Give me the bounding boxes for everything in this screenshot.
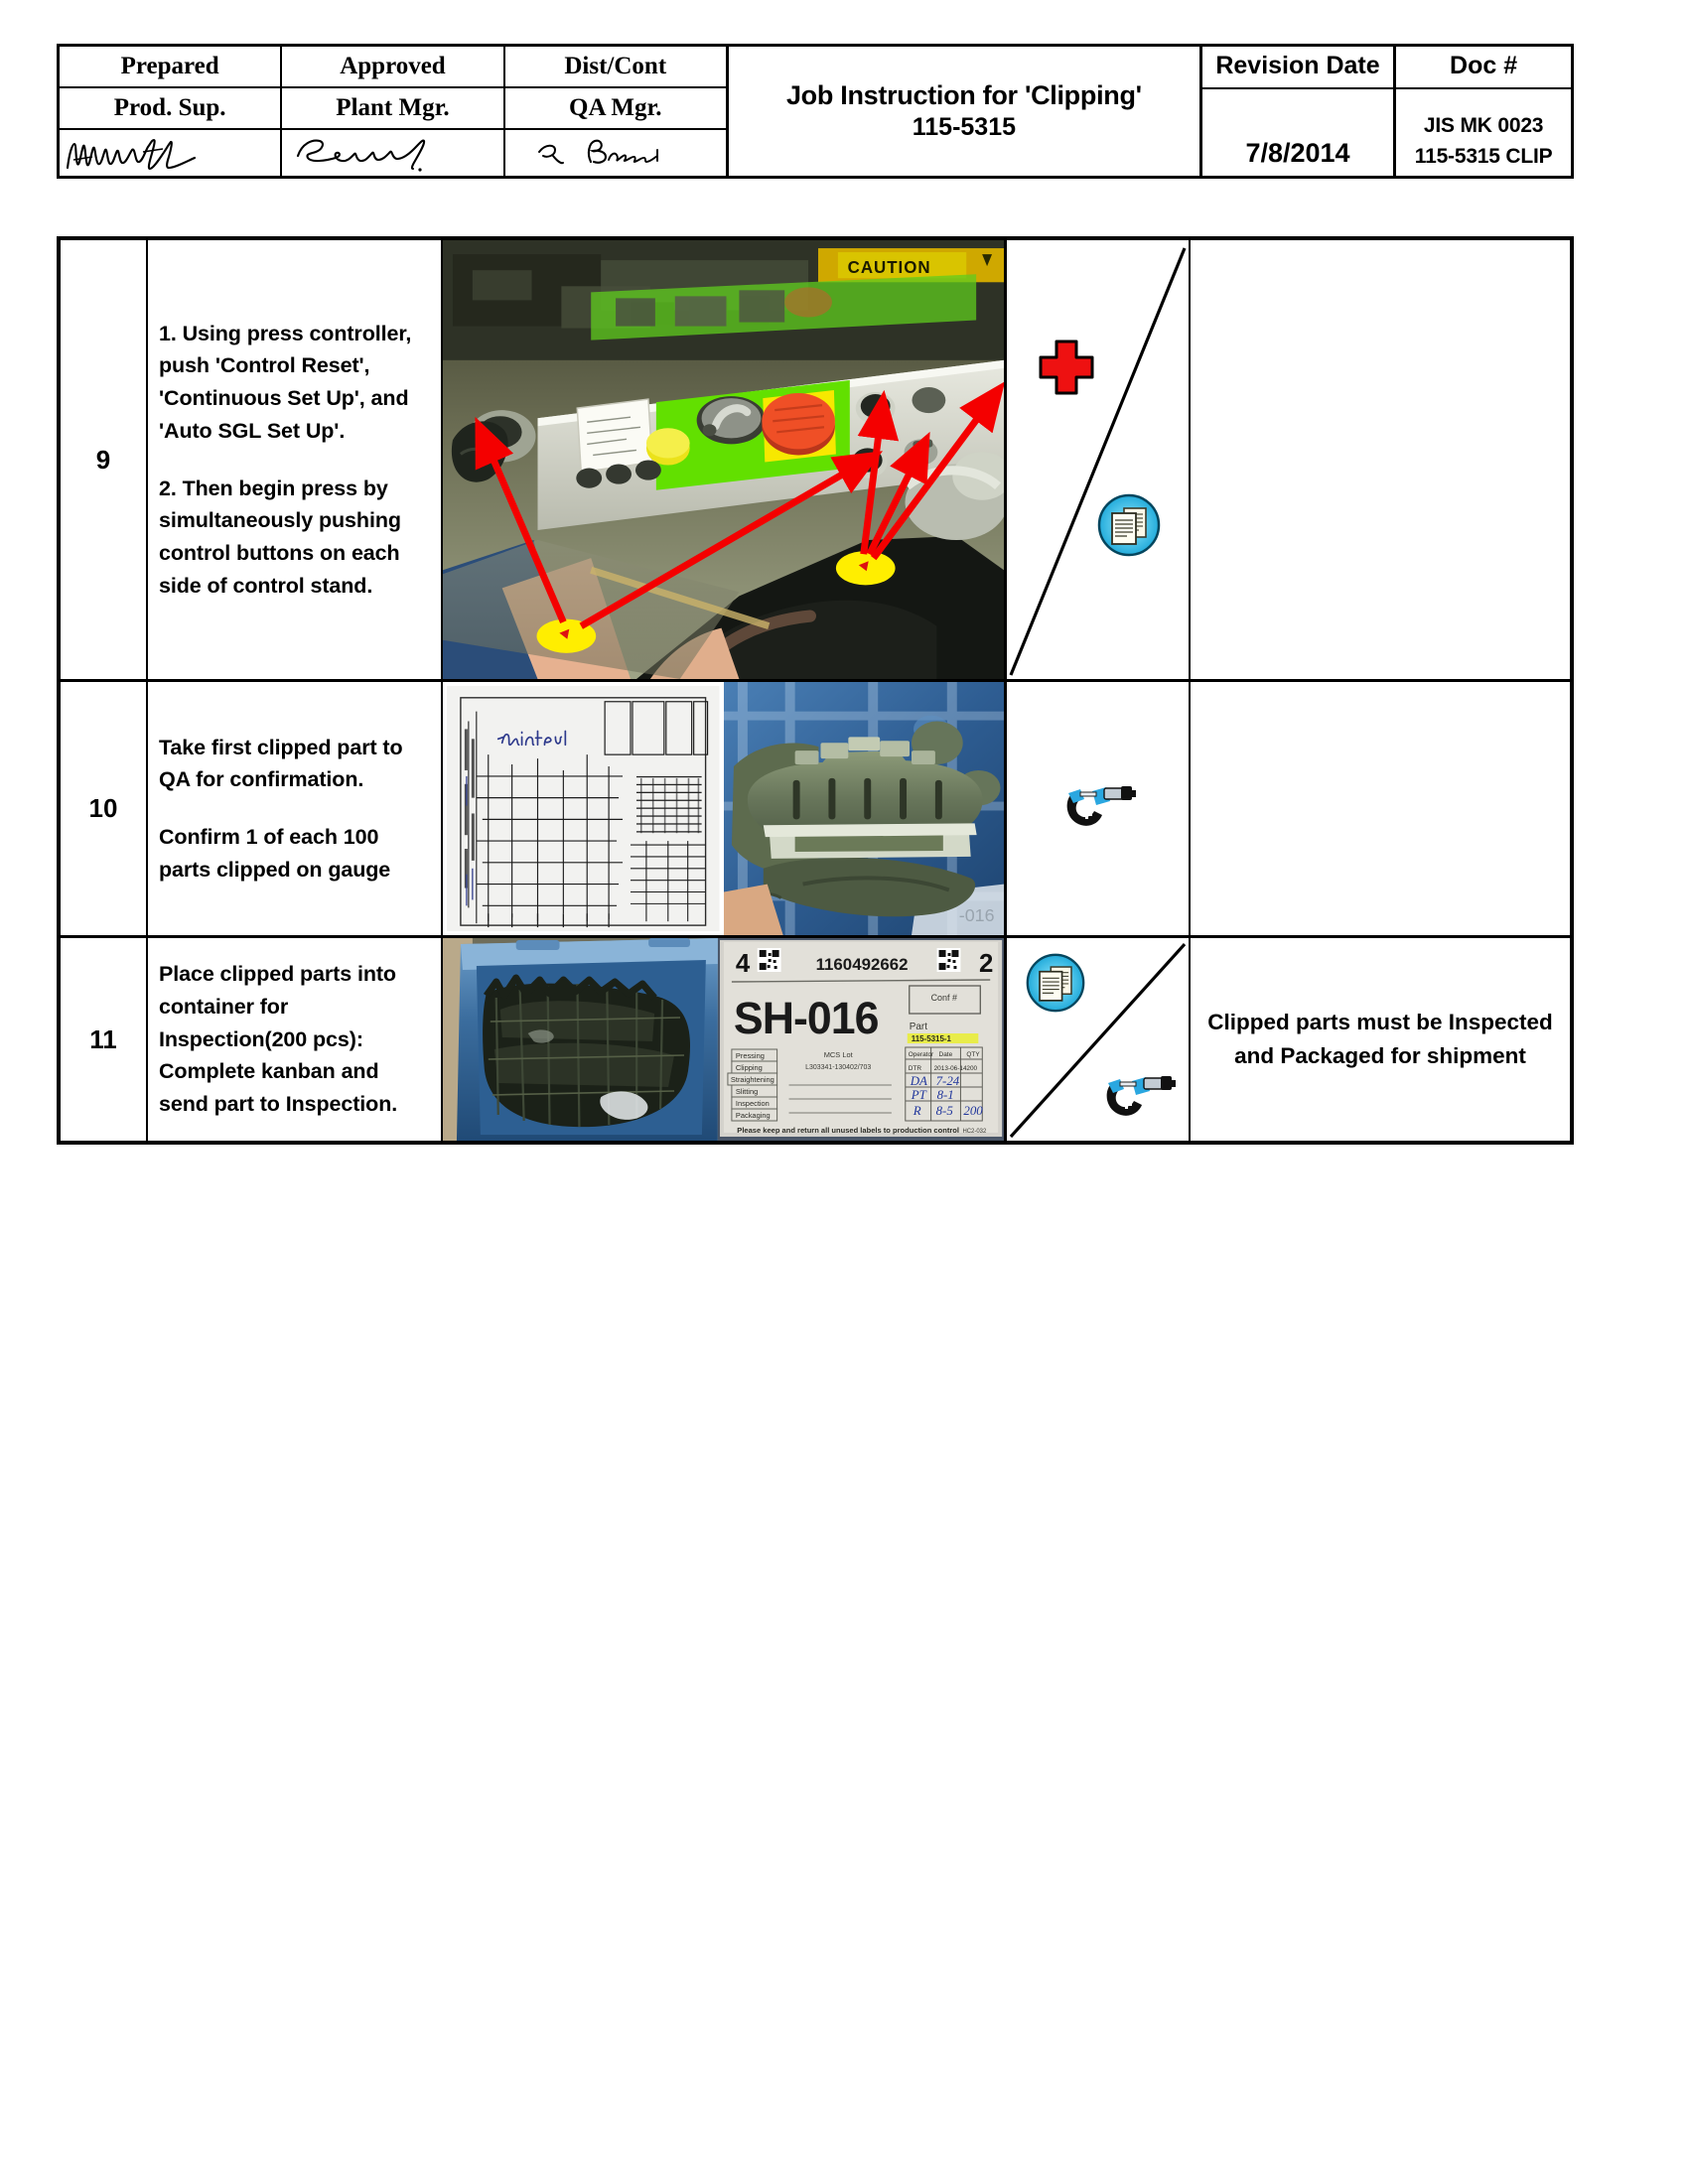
svg-text:200: 200 (966, 1064, 977, 1073)
step-icons (1007, 938, 1191, 1141)
document-header (57, 44, 1574, 179)
step-note (1191, 682, 1570, 935)
role-plant-mgr: Plant Mgr. (282, 88, 504, 128)
svg-text:Clipping: Clipping (735, 1062, 763, 1073)
step-note (1191, 240, 1570, 679)
role-prod-sup: Prod. Sup. (60, 88, 282, 128)
job-steps-table (57, 236, 1574, 1145)
kanban-serial: 1160492662 (815, 954, 909, 975)
svg-text:115-5315-1: 115-5315-1 (911, 1033, 951, 1044)
svg-text:PT: PT (911, 1086, 926, 1103)
step-text-block: 1. Using press controller, push 'Control Reset', 'Continuous Set Up', and 'Auto SGL Set Up'. (159, 321, 412, 443)
svg-text:Packaging: Packaging (735, 1110, 771, 1121)
svg-text:QTY: QTY (966, 1050, 980, 1059)
press-control-stand-photo (443, 240, 1007, 679)
micrometer-icon (1102, 1073, 1176, 1124)
step-number: 9 (61, 240, 148, 679)
step-note (1191, 938, 1570, 1141)
heading-prepared: Prepared (60, 47, 282, 86)
kanban-footer: Please keep and return all unused labels to production control (737, 1125, 959, 1136)
svg-text:Slitting: Slitting (735, 1086, 759, 1097)
prod-sup-signature (60, 130, 282, 176)
plant-mgr-signature (282, 130, 504, 176)
svg-text:Operator: Operator (908, 1050, 934, 1059)
heading-approved: Approved (282, 47, 504, 86)
table-row (61, 240, 1570, 682)
role-qa-mgr: QA Mgr. (569, 94, 662, 121)
step-text-block: Place clipped parts into container for Inspection(200 pcs): Complete kanban and send part to Inspection. (159, 962, 398, 1116)
revision-date-block (1202, 47, 1396, 176)
step-text-block: Confirm 1 of each 100 parts clipped on gauge (159, 825, 391, 882)
micrometer-icon (1062, 783, 1136, 834)
svg-text:Conf #: Conf # (930, 992, 957, 1004)
safety-cross-icon (1035, 336, 1098, 404)
svg-text:8-5: 8-5 (935, 1102, 953, 1119)
part-number: 115-5315 (912, 113, 1017, 142)
approval-headings-row (60, 47, 726, 88)
svg-text:200: 200 (963, 1102, 983, 1119)
approval-roles-row (60, 88, 726, 130)
kanban-label-photo (718, 938, 1004, 1141)
step-number: 10 (61, 682, 148, 935)
svg-text:Date: Date (938, 1050, 953, 1059)
step-description (148, 682, 443, 935)
step-number: 11 (61, 938, 148, 1141)
doc-number-line2: 115-5315 CLIP (1414, 145, 1553, 168)
svg-text:Pressing: Pressing (735, 1050, 765, 1061)
step-photos (443, 682, 1007, 935)
step-icons (1007, 240, 1191, 679)
table-row (61, 682, 1570, 938)
doc-number-line1: JIS MK 0023 (1423, 114, 1544, 137)
qa-check-sheet-photo (443, 682, 724, 935)
step-note-text: Clipped parts must be Inspected and Packaged for shipment (1207, 1010, 1553, 1068)
svg-text:MCS Lot: MCS Lot (823, 1049, 853, 1060)
svg-text:-016: -016 (958, 905, 995, 926)
svg-text:HC2-032: HC2-032 (962, 1128, 987, 1136)
svg-text:Part: Part (909, 1021, 927, 1033)
svg-text:CAUTION: CAUTION (847, 258, 931, 278)
step-description (148, 938, 443, 1141)
document-title-block (729, 47, 1202, 176)
step-text-block: Take first clipped part to QA for confirmation. (159, 735, 403, 792)
approvals-block (60, 47, 729, 176)
doc-number-label: Doc # (1396, 47, 1571, 89)
kanban-left-number: 4 (735, 949, 751, 979)
revision-date-body (1202, 89, 1393, 176)
table-row (61, 938, 1570, 1141)
svg-text:Inspection: Inspection (735, 1098, 770, 1109)
step-photos (443, 938, 1007, 1141)
svg-text:7-24: 7-24 (935, 1072, 960, 1089)
step-text-block: 2. Then begin press by simultaneously pushing control buttons on each side of control stand. (159, 476, 401, 598)
qa-mgr-signature (505, 130, 726, 176)
svg-text:Straightening: Straightening (730, 1074, 774, 1085)
svg-text:DTR: DTR (908, 1064, 921, 1073)
doc-number-body (1396, 89, 1571, 176)
clipped-part-in-hand-photo (724, 682, 1005, 935)
doc-number-block (1396, 47, 1571, 176)
kanban-part-code: SH-016 (733, 992, 879, 1044)
signatures-row (60, 130, 726, 176)
step-description (148, 240, 443, 679)
parts-container-photo (443, 938, 718, 1141)
heading-dist-cont: Dist/Cont (564, 53, 667, 79)
documents-icon (1096, 492, 1162, 563)
step-icons (1007, 682, 1191, 935)
svg-text:DA: DA (910, 1072, 927, 1089)
page-title: Job Instruction for 'Clipping' (785, 79, 1142, 110)
documents-icon (1025, 952, 1086, 1019)
svg-text:2013-06-14: 2013-06-14 (933, 1064, 967, 1073)
revision-date-value: 7/8/2014 (1245, 138, 1350, 168)
kanban-right-number: 2 (978, 949, 994, 979)
revision-date-label: Revision Date (1202, 47, 1393, 89)
svg-text:8-1: 8-1 (936, 1086, 954, 1103)
svg-text:R: R (913, 1102, 921, 1119)
svg-text:L303341-130402/703: L303341-130402/703 (805, 1063, 872, 1072)
